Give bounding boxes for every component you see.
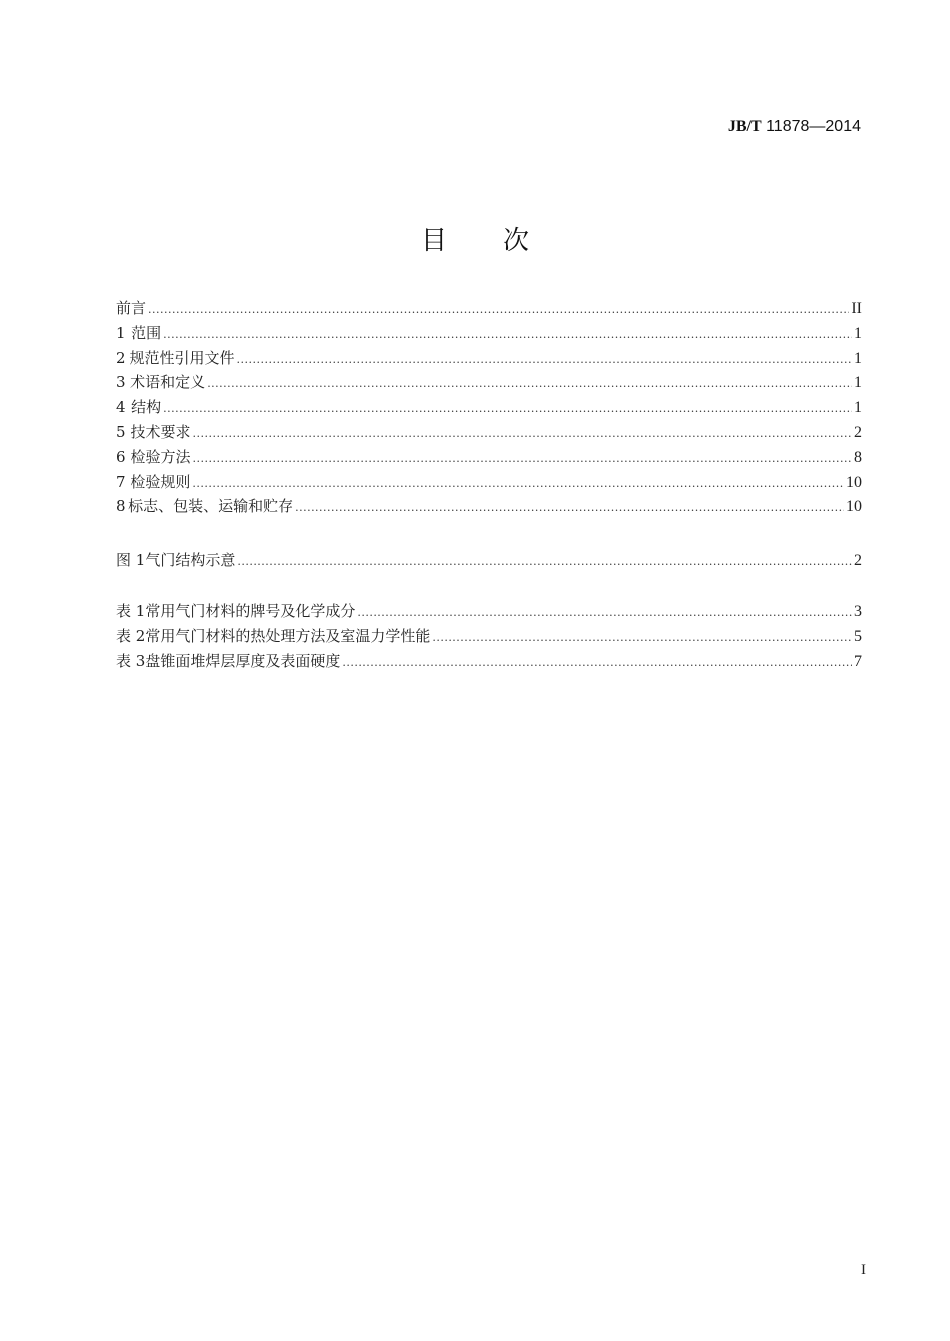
leader-dots: [237, 550, 852, 575]
toc-label: 检验方法: [130, 447, 191, 466]
toc-label: 标志、包装、运输和贮存: [128, 497, 294, 516]
toc-page: 10: [846, 473, 862, 491]
table-number: 表 1: [116, 602, 146, 620]
leader-dots: [295, 496, 844, 521]
toc-number: 1: [116, 323, 126, 342]
toc-entry[interactable]: [116, 370, 862, 395]
leader-dots: [207, 372, 852, 397]
page-number: I: [861, 1262, 866, 1278]
toc-table-entry[interactable]: [116, 649, 862, 674]
toc-label: 常用气门材料的牌号及化学成分: [145, 602, 356, 620]
standard-code: [728, 118, 861, 136]
toc-page: II: [851, 300, 862, 317]
toc-page: 1: [854, 399, 862, 417]
leader-dots: [193, 422, 852, 447]
toc-figures: [116, 548, 862, 573]
toc-page: 1: [854, 374, 862, 392]
toc-page: 10: [846, 498, 862, 516]
toc-number: 3: [116, 373, 126, 392]
toc-label: 技术要求: [130, 422, 191, 441]
standard-prefix: JB/T: [727, 118, 762, 135]
table-number: 表 3: [116, 651, 146, 670]
toc-entry[interactable]: [116, 470, 862, 495]
toc-number: 8: [116, 497, 126, 516]
leader-dots: [148, 298, 849, 323]
toc-entry[interactable]: [116, 395, 862, 420]
toc-number: 2: [116, 348, 126, 367]
toc-number: 4: [116, 398, 126, 417]
toc-page: 5: [854, 627, 862, 645]
toc-page: 2: [854, 423, 862, 441]
toc-entry[interactable]: [116, 420, 862, 445]
standard-number: 11878—2014: [766, 118, 861, 135]
page-title: [0, 220, 950, 257]
toc-label: 前言: [116, 299, 147, 317]
leader-dots: [163, 323, 852, 348]
title-char-2: 次: [503, 226, 530, 256]
toc-figure-entry[interactable]: [116, 548, 862, 573]
toc-label: 检验规则: [130, 472, 191, 491]
leader-dots: [357, 601, 852, 626]
toc-label: 规范性引用文件: [129, 348, 235, 367]
leader-dots: [342, 651, 852, 676]
toc-label: 结构: [131, 398, 162, 417]
toc-label: 术语和定义: [130, 373, 206, 392]
figure-number: 图 1: [116, 551, 146, 569]
toc-label: 常用气门材料的热处理方法及室温力学性能: [145, 626, 431, 645]
toc-page: 8: [854, 448, 862, 466]
toc-page: 3: [854, 603, 862, 620]
toc-entry-foreword[interactable]: [116, 296, 862, 321]
toc-table-entry[interactable]: [116, 599, 862, 624]
leader-dots: [193, 447, 852, 472]
toc-label: 气门结构示意: [145, 551, 236, 569]
toc-number: 6: [116, 447, 126, 466]
leader-dots: [192, 472, 844, 497]
toc-page: 7: [854, 652, 862, 670]
toc-label: 盘锥面堆焊层厚度及表面硬度: [145, 651, 341, 670]
toc-sections: [116, 296, 862, 519]
toc-page: 2: [854, 552, 862, 569]
toc-entry[interactable]: [116, 346, 862, 371]
leader-dots: [163, 397, 852, 422]
toc-label: 范围: [131, 323, 162, 342]
toc-page: 1: [854, 324, 862, 342]
table-number: 表 2: [116, 626, 146, 645]
toc-entry[interactable]: [116, 321, 862, 346]
toc-number: 7: [116, 472, 126, 491]
toc-tables: [116, 599, 862, 673]
toc-page: 1: [854, 349, 862, 367]
toc-number: 5: [116, 422, 126, 441]
toc-entry[interactable]: [116, 445, 862, 470]
toc-entry[interactable]: [116, 494, 862, 519]
leader-dots: [432, 626, 852, 651]
leader-dots: [237, 348, 852, 373]
toc-table-entry[interactable]: [116, 624, 862, 649]
title-char-1: 目: [420, 226, 447, 256]
